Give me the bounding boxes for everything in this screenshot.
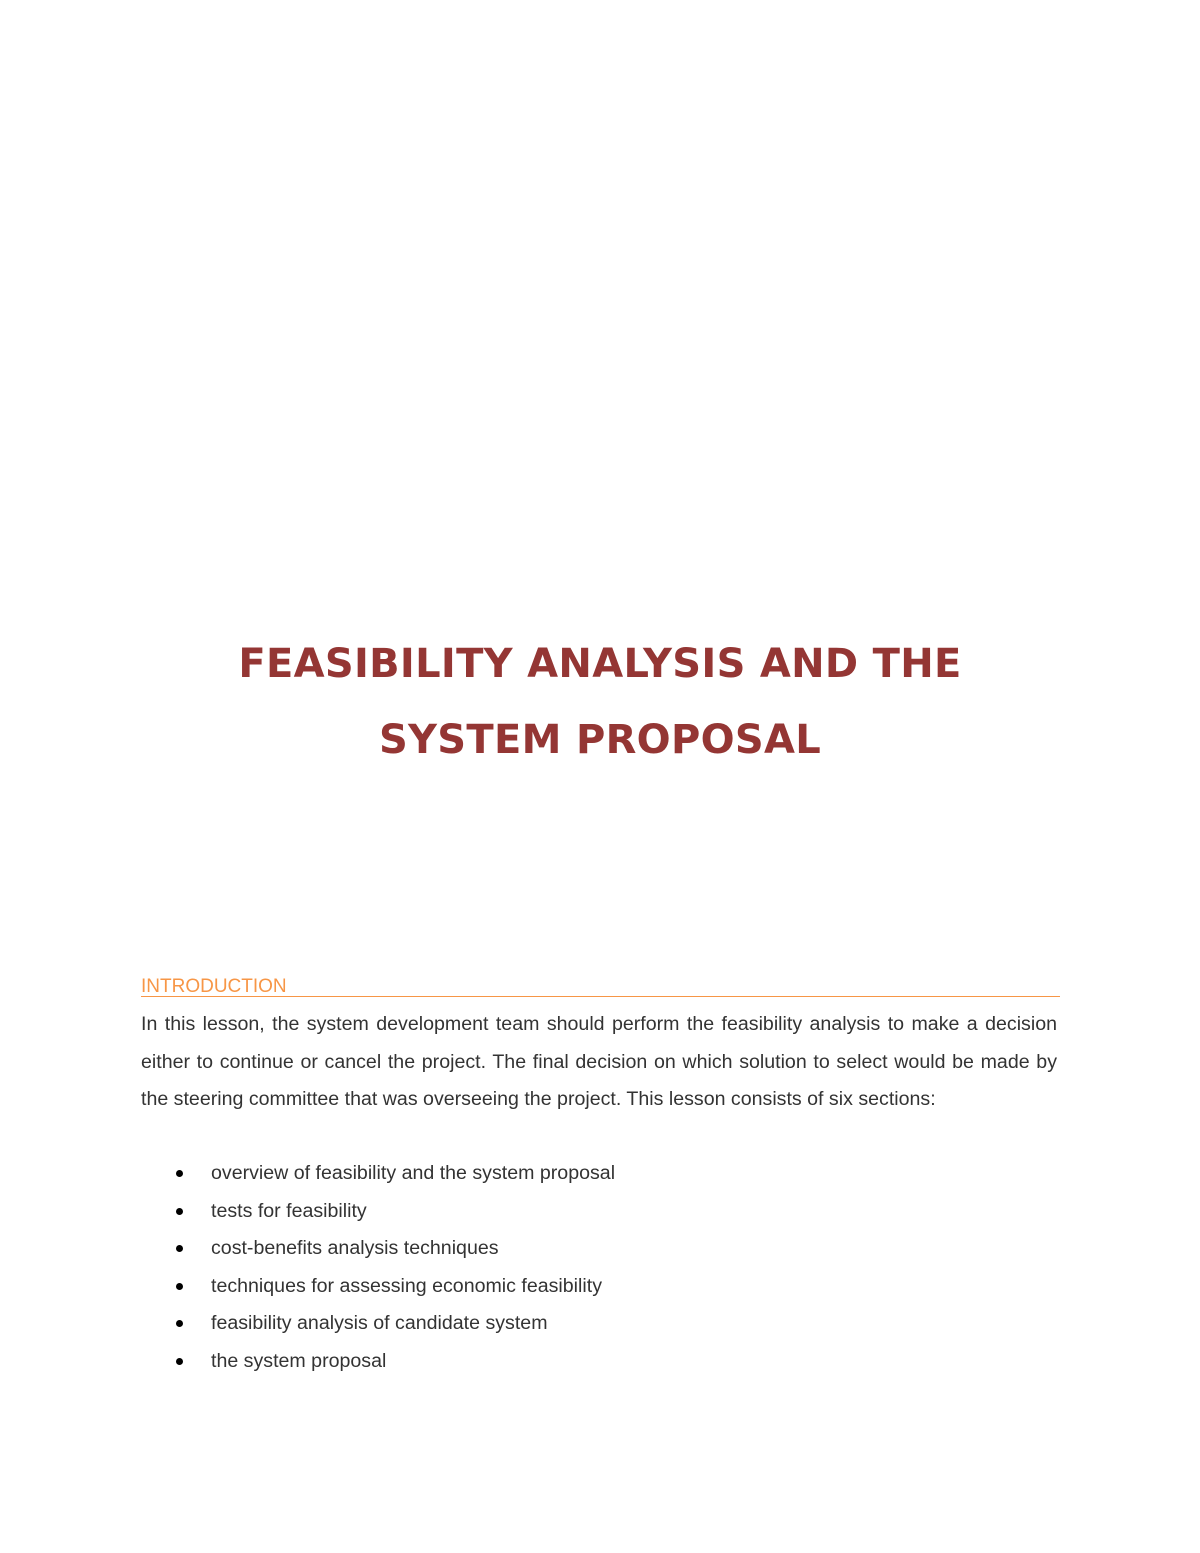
document-title (100, 626, 1100, 778)
bullet-icon (176, 1208, 183, 1215)
bullet-icon (176, 1358, 183, 1365)
list-item (141, 1230, 1057, 1268)
list-item-text: feasibility analysis of candidate system (211, 1312, 548, 1334)
bullet-icon (176, 1245, 183, 1252)
title-line-1: FEASIBILITY ANALYSIS AND THE (238, 641, 962, 687)
list-item (141, 1268, 1057, 1306)
list-item-text: the system proposal (211, 1349, 387, 1372)
intro-paragraph: In this lesson, the system development team should perform the feasibility analysis to make a decision either to continue or cancel the project. The final decision on which solution to select would be made by the steering committee that was overseeing the project. This lesson consists of six sections: (141, 1013, 1057, 1110)
list-item (141, 1305, 1057, 1343)
list-item-text: techniques for assessing economic feasibility (211, 1274, 602, 1297)
section-list (141, 1155, 1057, 1380)
introduction-heading (141, 976, 1060, 997)
bullet-icon (176, 1320, 183, 1327)
bullet-icon (176, 1170, 183, 1177)
bullet-icon (176, 1283, 183, 1290)
title-line-2: SYSTEM PROPOSAL (378, 717, 822, 763)
list-item (141, 1343, 1057, 1381)
list-item (141, 1155, 1057, 1193)
list-item-text: tests for feasibility (211, 1199, 367, 1222)
list-item (141, 1193, 1057, 1231)
list-item-text: cost-benefits analysis techniques (211, 1237, 499, 1259)
list-item-text: overview of feasibility and the system proposal (211, 1162, 616, 1184)
introduction-heading-label: INTRODUCTION (141, 976, 287, 997)
